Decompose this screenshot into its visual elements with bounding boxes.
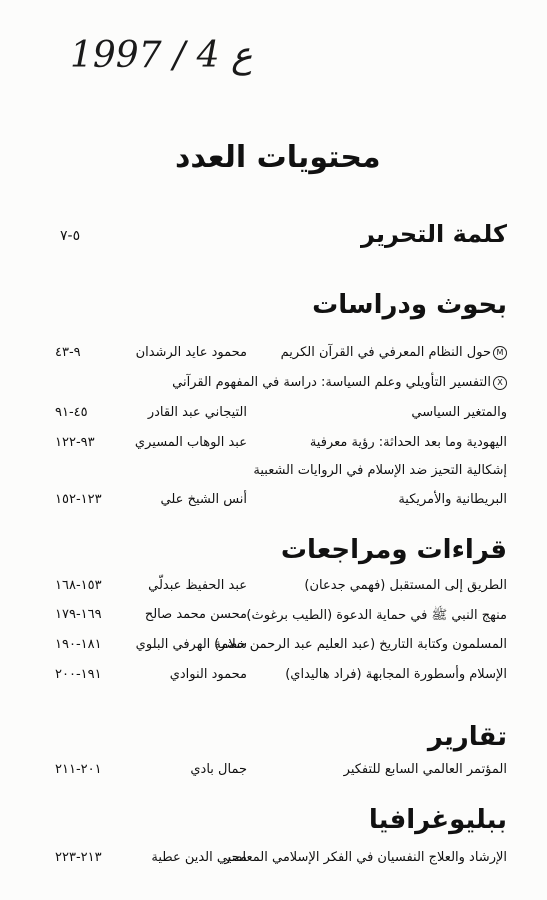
marker-icon: X bbox=[493, 376, 507, 390]
entry-author: سلامة الهرفي البلوي bbox=[135, 637, 247, 652]
toc-entry bbox=[40, 345, 507, 367]
section-heading-reports: تقارير bbox=[427, 722, 507, 752]
entry-title: الإرشاد والعلاج النفسيان في الفكر الإسلامي المعاصر bbox=[224, 850, 507, 865]
entry-pages: ٩٣-١٢٢ bbox=[55, 435, 95, 450]
toc-entry bbox=[40, 375, 507, 397]
entry-title: المؤتمر العالمي السابع للتفكير bbox=[343, 762, 507, 777]
entry-author: محيي الدين عطية bbox=[151, 850, 247, 865]
entry-pages: ١٢٣-١٥٢ bbox=[55, 492, 102, 507]
editorial-pages: ٥-٧ bbox=[60, 228, 81, 244]
entry-title: إشكالية التحيز ضد الإسلام في الروايات الشعبية bbox=[253, 463, 507, 478]
entry-title: اليهودية وما بعد الحداثة: رؤية معرفية bbox=[309, 435, 507, 450]
toc-entry bbox=[40, 637, 507, 659]
entry-title: Xالتفسير التأويلي وعلم السياسة: دراسة في المفهوم القرآني bbox=[172, 375, 507, 390]
entry-author: محمود عايد الرشدان bbox=[135, 345, 247, 360]
entry-title: منهج النبي ﷺ في حماية الدعوة (الطيب برغوث) bbox=[246, 608, 507, 623]
toc-entry bbox=[40, 435, 507, 457]
toc-entry bbox=[40, 850, 507, 872]
entry-pages: ٢٠١-٢١١ bbox=[55, 762, 102, 777]
page-title: محتويات العدد bbox=[175, 140, 381, 175]
entry-pages: ٤٥-٩١ bbox=[55, 405, 88, 420]
toc-entry bbox=[40, 463, 507, 485]
entry-title: البريطانية والأمريكية bbox=[398, 492, 507, 507]
entry-title: والمتغير السياسي bbox=[411, 405, 507, 420]
toc-entry bbox=[40, 405, 507, 427]
entry-author: أنس الشيخ علي bbox=[160, 492, 247, 507]
entry-title: الإسلام وأسطورة المجابهة (فراد هاليداي) bbox=[285, 667, 507, 682]
toc-entry bbox=[40, 578, 507, 600]
entry-pages: ١٩١-٢٠٠ bbox=[55, 667, 102, 682]
entry-pages: ٩-٤٣ bbox=[55, 345, 81, 360]
entry-title: Mحول النظام المعرفي في القرآن الكريم bbox=[281, 345, 507, 360]
entry-pages: ١٨١-١٩٠ bbox=[55, 637, 102, 652]
entry-author: محسن محمد صالح bbox=[144, 607, 247, 622]
entry-title: الطريق إلى المستقبل (فهمي جدعان) bbox=[304, 578, 507, 593]
entry-author: محمود النوادي bbox=[169, 667, 247, 682]
entry-title: المسلمون وكتابة التاريخ (عبد العليم عبد الرحمن خضر) bbox=[214, 637, 507, 652]
entry-pages: ١٦٩-١٧٩ bbox=[55, 607, 102, 622]
entry-author: التيجاني عبد القادر bbox=[147, 405, 247, 420]
toc-entry bbox=[40, 667, 507, 689]
handwritten-note: ع 4 / 1997 bbox=[70, 35, 253, 76]
marker-icon: M bbox=[493, 346, 507, 360]
toc-entry bbox=[40, 762, 507, 784]
entry-pages: ٢١٣-٢٢٣ bbox=[55, 850, 102, 865]
toc-entry bbox=[40, 607, 507, 629]
toc-entry bbox=[40, 492, 507, 514]
editorial-label: كلمة التحرير bbox=[361, 220, 507, 248]
section-heading-bibliography: ببليوغرافيا bbox=[368, 805, 507, 835]
section-heading-research: بحوث ودراسات bbox=[312, 290, 507, 320]
section-heading-reviews: قراءات ومراجعات bbox=[280, 535, 507, 565]
entry-author: جمال بادي bbox=[190, 762, 247, 777]
entry-author: عبد الوهاب المسيري bbox=[134, 435, 247, 450]
entry-author: عبد الحفيظ عبدلّي bbox=[148, 578, 247, 593]
entry-pages: ١٥٣-١٦٨ bbox=[55, 578, 102, 593]
